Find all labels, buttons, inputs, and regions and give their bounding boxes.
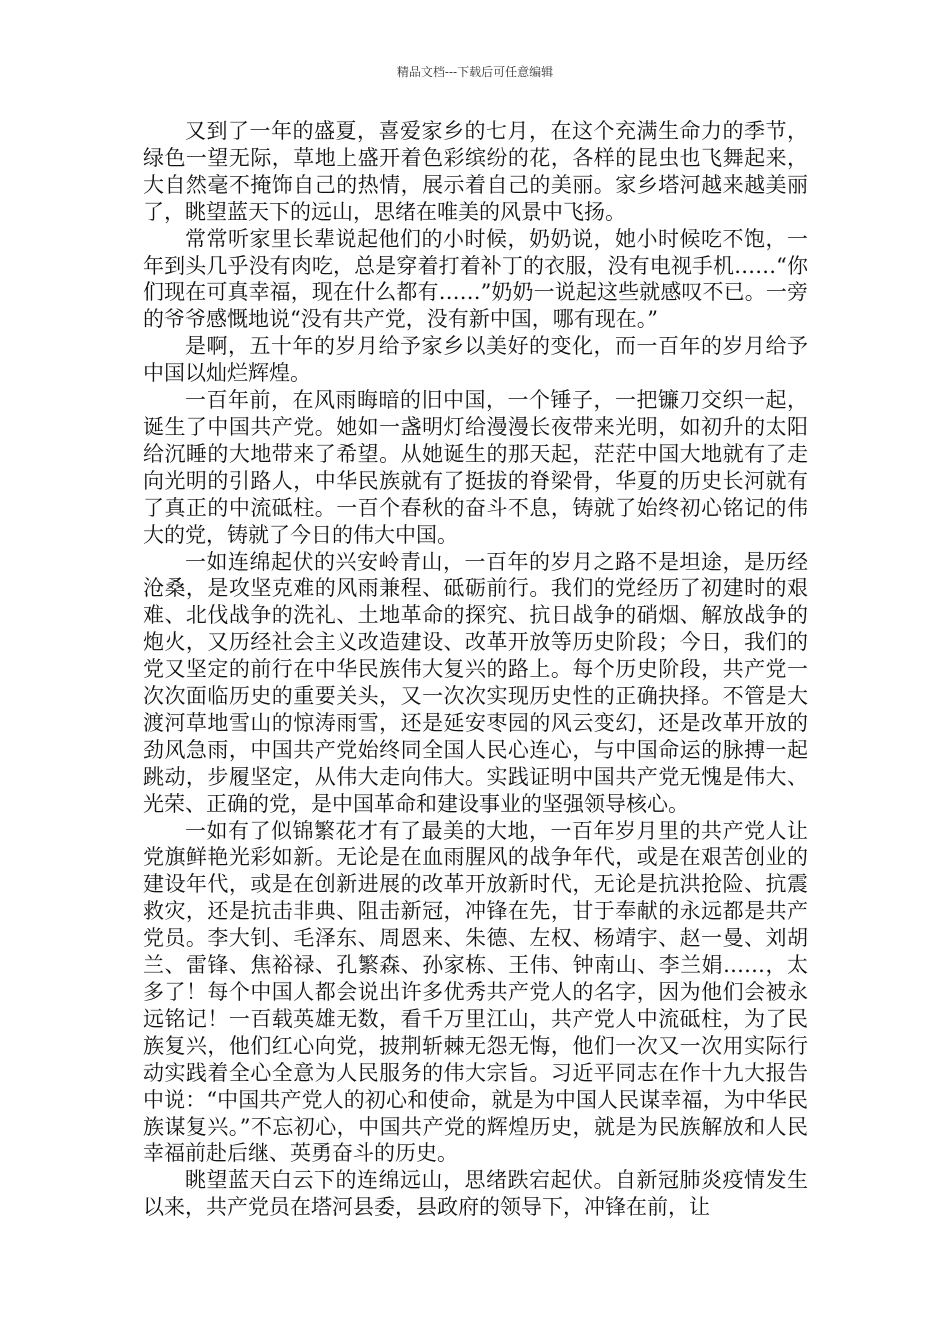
paragraph: 是啊，五十年的岁月给予家乡以美好的变化，而一百年的岁月给予中国以灿烂辉煌。 [143,334,808,386]
document-body [143,118,808,1221]
paragraph: 又到了一年的盛夏，喜爱家乡的七月，在这个充满生命力的季节，绿色一望无际，草地上盛开着色彩缤纷的花，各样的昆虫也飞舞起来，大自然毫不掩饰自己的热情，展示着自己的美丽。家乡塔河越来越美丽了，眺望蓝天下的远山，思绪在唯美的风景中飞扬。 [143,119,808,224]
paragraph: 常常听家里长辈说起他们的小时候，奶奶说，她小时候吃不饱，一年到头几乎没有肉吃，总是穿着打着补丁的衣服，没有电视手机……“你们现在可真幸福，现在什么都有……”奶奶一说起这些就感叹不已。一旁的爷爷感慨地说“没有共产党，没有新中国，哪有现在。” [143,226,808,332]
paragraph: 一如连绵起伏的兴安岭青山，一百年的岁月之路不是坦途，是历经沧桑，是攻坚克难的风雨兼程、砥砺前行。我们的党经历了初建时的艰难、北伐战争的洗礼、土地革命的探究、抗日战争的硝烟、解放战争的炮火，又历经社会主义改造建设、改革开放等历史阶段；今日，我们的党又坚定的前行在中华民族伟大复兴的路上。每个历史阶段，共产党一次次面临历史的重要关头，又一次次实现历史性的正确抉择。不管是大渡河草地雪山的惊涛雨雪，还是延安枣园的风云变幻，还是改革开放的劲风急雨，中国共产党始终同全国人民心连心，与中国命运的脉搏一起跳动，步履坚定，从伟大走向伟大。实践证明中国共产党无愧是伟大、光荣、正确的党，是中国革命和建设事业的坚强领导核心。 [143,549,808,816]
paragraph: 眺望蓝天白云下的连绵远山，思绪跌宕起伏。自新冠肺炎疫情发生以来，共产党员在塔河县委，县政府的领导下，冲锋在前，让 [143,1168,808,1220]
paragraph: 一如有了似锦繁花才有了最美的大地，一百年岁月里的共产党人让党旗鲜艳光彩如新。无论是在血雨腥风的战争年代，或是在艰苦创业的建设年代，或是在创新进展的改革开放新时代，无论是抗洪抢险、抗震救灾，还是抗击非典、阻击新冠，冲锋在先，甘于奉献的永远都是共产党员。李大钊、毛泽东、周恩来、朱德、左权、杨靖宇、赵一曼、刘胡兰、雷锋、焦裕禄、孔繁森、孙家栋、王伟、钟南山、李兰娟……，太多了！每个中国人都会说出许多优秀共产党人的名字，因为他们会被永远铭记！一百载英雄无数，看千万里江山，共产党人中流砥柱，为了民族复兴，他们红心向党，披荆斩棘无怨无悔，他们一次又一次用实际行动实践着全心全意为人民服务的伟大宗旨。习近平同志在作十九大报告中说：“中国共产党人的初心和使命，就是为中国人民谋幸福，为中华民族谋复兴。”不忘初心，中国共产党的辉煌历史，就是为民族解放和人民幸福前赴后继、英勇奋斗的历史。 [143,818,808,1166]
paragraph: 一百年前，在风雨晦暗的旧中国，一个锤子，一把镰刀交织一起，诞生了中国共产党。她如一盏明灯给漫漫长夜带来光明，如初升的太阳给沉睡的大地带来了希望。从她诞生的那天起，茫茫中国大地就有了走向光明的引路人，中华民族就有了挺拔的脊梁骨，华夏的历史长河就有了真正的中流砥柱。一百个春秋的奋斗不息，铸就了始终初心铭记的伟大的党，铸就了今日的伟大中国。 [143,388,808,547]
page-header: 精品文档---下载后可任意编辑 [396,65,554,79]
